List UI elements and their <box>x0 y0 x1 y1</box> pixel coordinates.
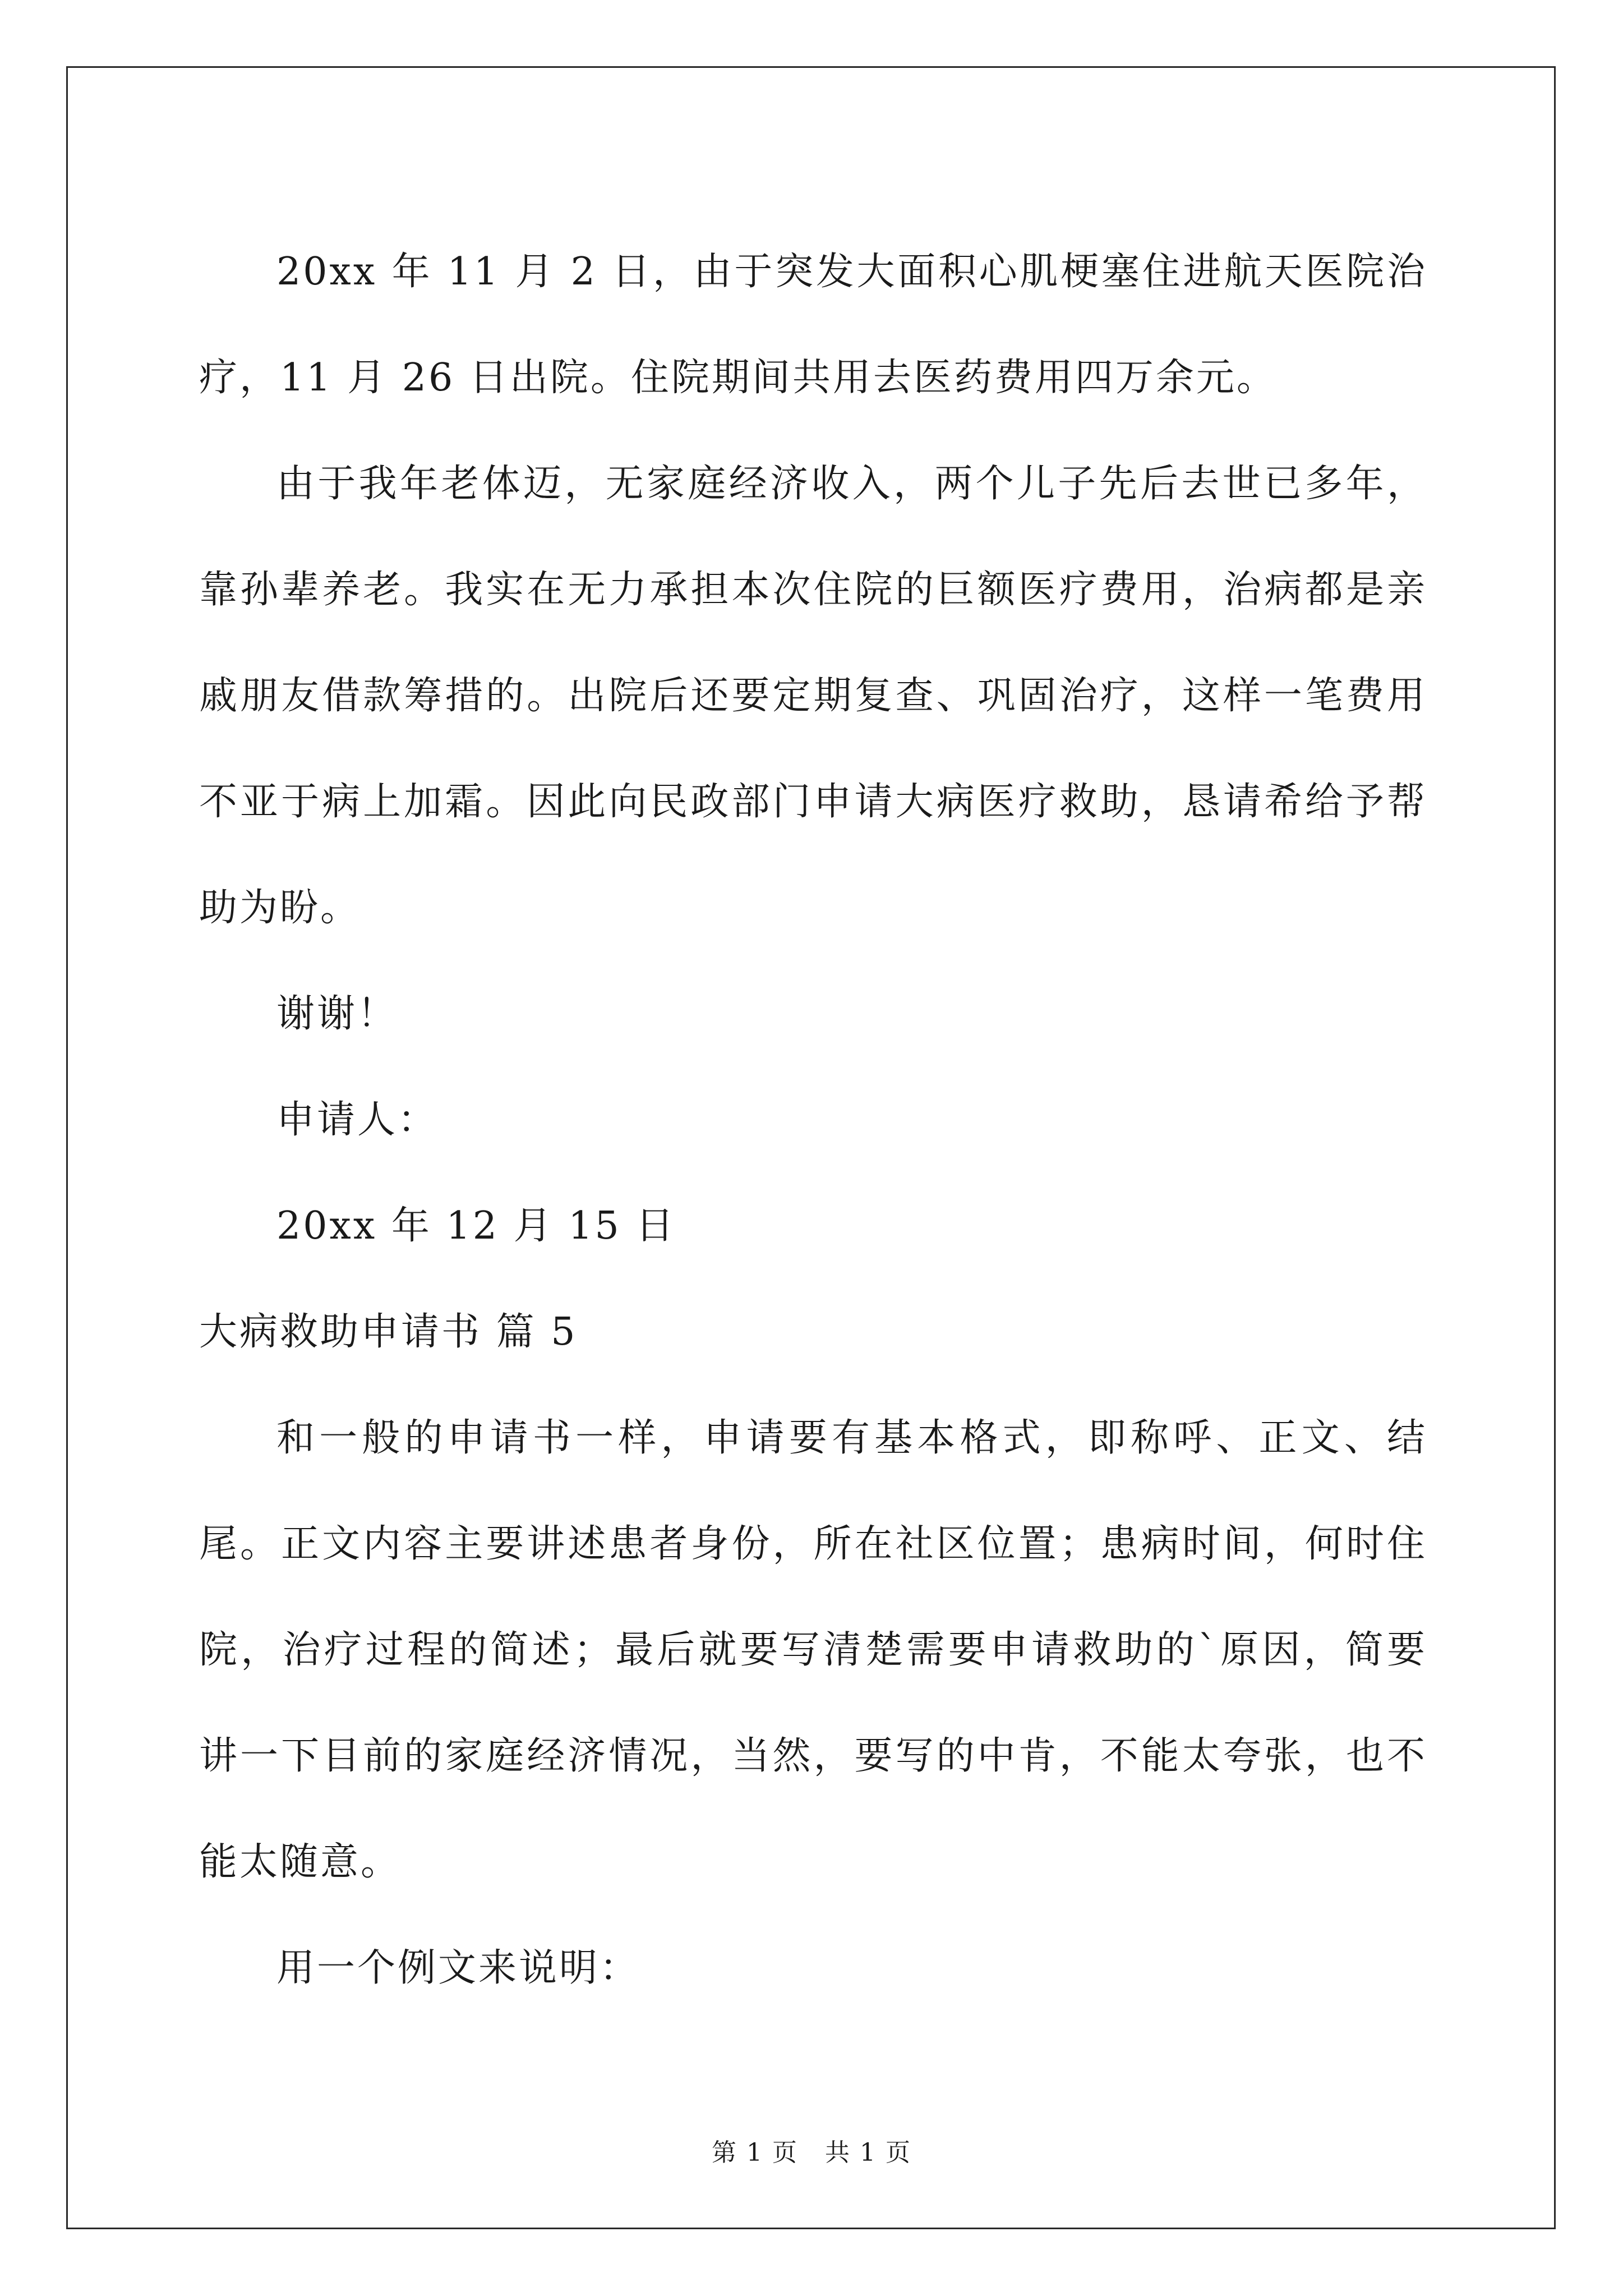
section-heading: 大病救助申请书 篇 5 <box>199 1310 578 1354</box>
page-number: 第 1 页 <box>712 2138 799 2167</box>
paragraph-applicant: 申请人： <box>276 1098 439 1142</box>
paragraph-thanks: 谢谢！ <box>276 992 398 1036</box>
paragraph-date: 20xx 年 12 月 15 日 <box>276 1204 676 1248</box>
paragraph-hardship: 由于我年老体迈，无家庭经济收入，两个儿子先后去世已多年，靠孙辈养老。我实在无力承担本次住院的巨额医疗费用，治病都是亲戚朋友借款筹措的。出院后还要定期复查、巩固治疗，这样一笔费用不亚于病上加霜。因此向民政部门申请大病医疗救助，恳请希给予帮助为盼。 <box>199 462 1427 930</box>
page-total: 共 1 页 <box>824 2138 911 2167</box>
paragraph-hospitalization: 20xx 年 11 月 2 日，由于突发大面积心肌梗塞住进航天医院治疗，11 月 26 日出院。住院期间共用去医药费用四万余元。 <box>199 250 1427 400</box>
paragraph-format-guide: 和一般的申请书一样，申请要有基本格式，即称呼、正文、结尾。正文内容主要讲述患者身份，所在社区位置；患病时间，何时住院，治疗过程的简述；最后就要写清楚需要申请救助的`原因，简要讲一下目前的家庭经济情况，当然，要写的中肯，不能太夸张，也不能太随意。 <box>199 1416 1427 1884</box>
page-footer <box>0 2136 1623 2170</box>
document-body <box>199 219 1427 2021</box>
paragraph-example-intro: 用一个例文来说明： <box>276 1946 640 1990</box>
